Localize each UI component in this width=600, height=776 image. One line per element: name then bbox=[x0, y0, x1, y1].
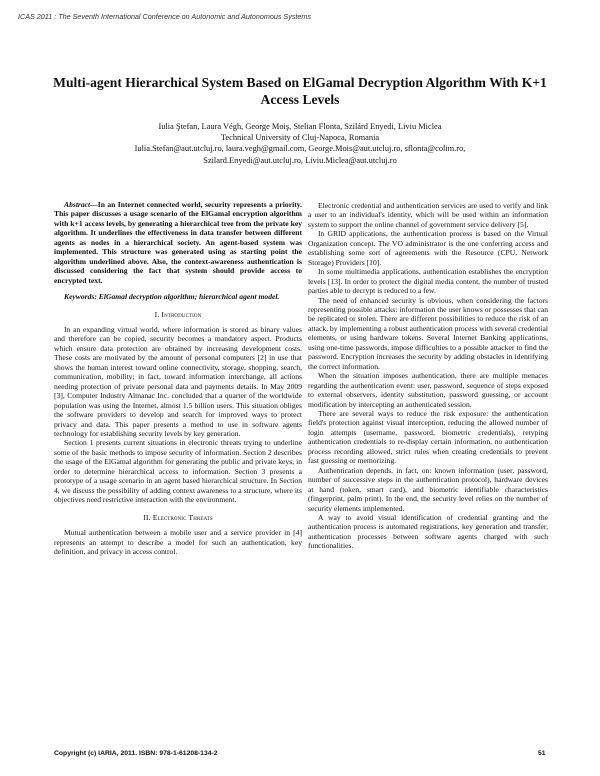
right-paragraph-2: In GRID applications, the authentication process is based on the Virtual Organization concept. The VO administrator is the one conferring access and establishing some sort of agreements with the Resource (CPU, Network Storage) Providers [10]. bbox=[308, 229, 548, 267]
running-head: ICAS 2011 : The Seventh International Conference on Autonomic and Autonomous Systems bbox=[18, 12, 311, 21]
paper-title: Multi-agent Hierarchical System Based on ElGamal Decryption Algorithm With K+1 Access Levels bbox=[53, 75, 547, 107]
footer-copyright: Copyright (c) IARIA, 2011. ISBN: 978-1-61208-134-2 bbox=[54, 750, 218, 757]
abstract-text: —In an Internet connected world, security represents a priority. This paper discusses a usage scenario of the ElGamal encryption algorithm with k+1 access levels, by generating a hierarchical tree from the private key algorithm. It underlines the effectiveness in data transfer between different agents as nodes in a hierarchical society. An agent-based system was implemented. This structure was generated using as starting point the algorithm underlined above. Also, the context-awareness authentication is discussed considering the fact that system should provide access to encrypted text. bbox=[54, 200, 302, 285]
author-block bbox=[60, 121, 540, 166]
right-paragraph-1: Electronic credential and authentication services are used to verify and link a user to an individual's identity, which will be used within an information system to support the online channel of government service delivery [5]. bbox=[308, 201, 548, 229]
author-emails-line-2: Szilard.Enyedi@aut.utcluj.ro, Liviu.Miclea@aut.utcluj.ro bbox=[203, 155, 397, 165]
right-paragraph-3: In some multimedia applications, authentication establishes the encryption levels [13]. In order to protect the digital media content, the number of trusted parties able to decrypt is reduced to a few. bbox=[308, 267, 548, 296]
right-paragraph-8: A way to avoid visual identification of credential granting and the authentication process is automated registrations, key generation and transfer, authentication processes between software agents charged with such functionalities. bbox=[308, 512, 548, 551]
page-number: 51 bbox=[538, 750, 546, 757]
introduction-paragraph-1: In an expanding virtual world, where information is stored as binary values and therefore can be copied, security becomes a mandatory aspect. Products which ensure data protection are obtained by increasing development costs. These costs are motivated by the amount of personal computers [2] in use that shows the human interest toward online connectivity, storage, shopping, search, communication, mobility; in fact, toward information interchange, all actions needing protection of private personal data and payments details. In May 2009 [3], Computer Industry Almanac Inc. concluded that a quarter of the worldwide population was using the Internet, almost 1.5 billion users. This situation obliges the software providers to develop and search for improved ways to protect privacy and data. This paper presents a method to use in software agents technology for establishing security levels by key generation. bbox=[54, 324, 302, 438]
threats-paragraph-1: Mutual authentication between a mobile user and a service provider in [4] represents an attempt to describe a model for such an authentication, key definition, and privacy in access control. bbox=[54, 528, 302, 556]
abstract bbox=[54, 200, 302, 285]
left-column bbox=[54, 200, 302, 556]
right-column bbox=[308, 201, 548, 551]
section-heading-introduction: I. Introduction bbox=[154, 309, 202, 319]
author-names: Iulia Ştefan, Laura Végh, George Moiş, Stelian Flonta, Szilárd Enyedi, Liviu Miclea bbox=[158, 122, 442, 131]
author-affiliation: Technical University of Cluj-Napoca, Romania bbox=[220, 133, 380, 143]
introduction-paragraph-2: Section 1 presents current situations in electronic threats trying to underline some of the basic methods to impose security of information. Section 2 describes the usage of the ElGamal algorithm for generating the public and private keys, in order to determine hierarchical access to information. Section 3 presents a prototype of a usage scenario in an agent based hierarchical structure. In Section 4, we discuss the possibility of adding context awareness to a structure, where its objectives need restrictive interaction with the environment. bbox=[54, 438, 302, 505]
author-emails-line-1: Iulia.Stefan@aut.utcluj.ro, laura.vegh@gmail.com, George.Mois@aut.utcluj.ro, sflonta@colim.ro, bbox=[134, 144, 466, 154]
right-paragraph-6: There are several ways to reduce the risk exposure: the authentication field's protection against visual interception, reducing the allowed number of login attempts (username, password, biometric credentials), retyping authentication credentials to re-display certain information, no authentication process recording allowed, strict rules when creating credentials to prevent fast guessing or memorizing. bbox=[308, 408, 548, 466]
right-paragraph-7: Authentication depends, in fact, on: known information (user, password, number of successive steps in the authentication protocol), hardware devices at hand (token, smart card), and biometric identifiable characteristics (fingerprint, palm print). In the end, the security level relies on the number of security elements implemented. bbox=[308, 465, 548, 513]
section-heading-electronic-threats: II. Electronic Threats bbox=[143, 512, 213, 522]
right-paragraph-4: The need of enhanced security is obvious, when considering the factors representing possible attacks: information the user knows or possesses that can be replicated or stolen. There are different possibilities to reduce the risk of an attack, by implementing a robust authentication process with several credential elements, or using hardware tokens. Several Internet Banking applications, using one-time passwords, impose difficulties to a possible attacker to find the password. Encryption increases the security by adding obstacles in identifying the correct information. bbox=[308, 295, 548, 371]
keywords: Keywords: ElGamal decryption algorithm; hierarchical agent model. bbox=[64, 292, 280, 302]
right-paragraph-5: When the situation imposes authentication, there are multiple menaces regarding the authentication event: user, password, sequence of steps exposed to external observers, identity substitution, password guessing, or account modification by intercepting an authenticated session. bbox=[308, 371, 548, 409]
abstract-label: Abstract bbox=[64, 200, 91, 209]
